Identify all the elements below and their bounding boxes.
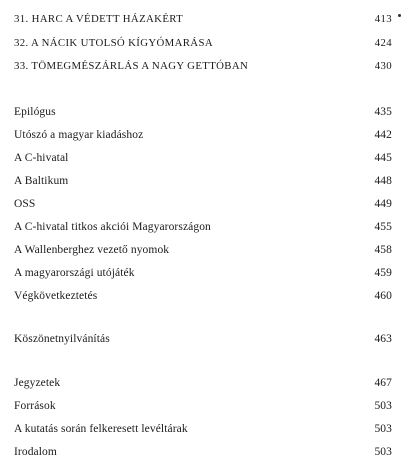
toc-entry-title: 32. A NÁCIK UTOLSÓ KÍGYÓMARÁSA bbox=[14, 37, 213, 49]
toc-entry-title: 31. HARC A VÉDETT HÁZAKÉRT bbox=[14, 13, 184, 25]
toc-entry-title: Végkövetkeztetés bbox=[14, 290, 98, 302]
toc-entry-page: 463 bbox=[374, 333, 392, 345]
margin-mark bbox=[398, 14, 401, 17]
toc-entry bbox=[14, 221, 392, 239]
toc-entry-page: 503 bbox=[374, 423, 392, 435]
toc-entry-title: Jegyzetek bbox=[14, 377, 61, 389]
toc-entry bbox=[14, 400, 392, 418]
toc-entry-page: 435 bbox=[374, 106, 392, 118]
toc-entry-title: A Baltikum bbox=[14, 175, 69, 187]
toc-entry-title: Utószó a magyar kiadáshoz bbox=[14, 129, 144, 141]
toc-entry-page: 430 bbox=[374, 60, 392, 72]
toc-entry-page: 459 bbox=[374, 267, 392, 279]
toc-entry bbox=[14, 423, 392, 441]
toc-entry bbox=[14, 267, 392, 285]
toc-entry bbox=[14, 244, 392, 262]
toc-entry-title: A Wallenberghez vezető nyomok bbox=[14, 244, 170, 256]
toc-entry-page: 449 bbox=[374, 198, 392, 210]
toc-entry-title: OSS bbox=[14, 198, 36, 210]
toc-entry-page: 467 bbox=[374, 377, 392, 389]
toc-entry-title: A C-hivatal titkos akciói Magyarországon bbox=[14, 221, 211, 233]
toc-entry-title: Források bbox=[14, 400, 56, 412]
toc-entry-page: 445 bbox=[374, 152, 392, 164]
toc-entry bbox=[14, 152, 392, 170]
toc-entry-page: 448 bbox=[374, 175, 392, 187]
toc-entry-page: 413 bbox=[374, 13, 392, 25]
toc-entry bbox=[14, 198, 392, 216]
toc-entry-page: 503 bbox=[374, 400, 392, 412]
toc-entry-title: A magyarországi utójáték bbox=[14, 267, 135, 279]
toc-entry-title: Irodalom bbox=[14, 446, 57, 458]
toc-entry-title: A C-hivatal bbox=[14, 152, 69, 164]
toc-entry-title: 33. TÖMEGMÉSZÁRLÁS A NAGY GETTÓBAN bbox=[14, 60, 249, 72]
toc-entry-title: Epilógus bbox=[14, 106, 56, 118]
toc-entry bbox=[14, 333, 392, 351]
toc-entry bbox=[14, 377, 392, 395]
toc-entry bbox=[14, 60, 392, 78]
toc-entry-page: 455 bbox=[374, 221, 392, 233]
toc-entry bbox=[14, 175, 392, 193]
toc-entry bbox=[14, 37, 392, 55]
toc-entry bbox=[14, 13, 392, 31]
toc-entry-page: 460 bbox=[374, 290, 392, 302]
toc-entry bbox=[14, 290, 392, 308]
toc-entry-title: Köszönetnyilvánítás bbox=[14, 333, 110, 345]
toc-entry bbox=[14, 129, 392, 147]
toc-entry bbox=[14, 446, 392, 464]
toc-entry-page: 458 bbox=[374, 244, 392, 256]
toc-entry-page: 424 bbox=[374, 37, 392, 49]
toc-entry bbox=[14, 106, 392, 124]
toc-entry-title: A kutatás során felkeresett levéltárak bbox=[14, 423, 188, 435]
toc-entry-page: 442 bbox=[374, 129, 392, 141]
toc-entry-page: 503 bbox=[374, 446, 392, 458]
